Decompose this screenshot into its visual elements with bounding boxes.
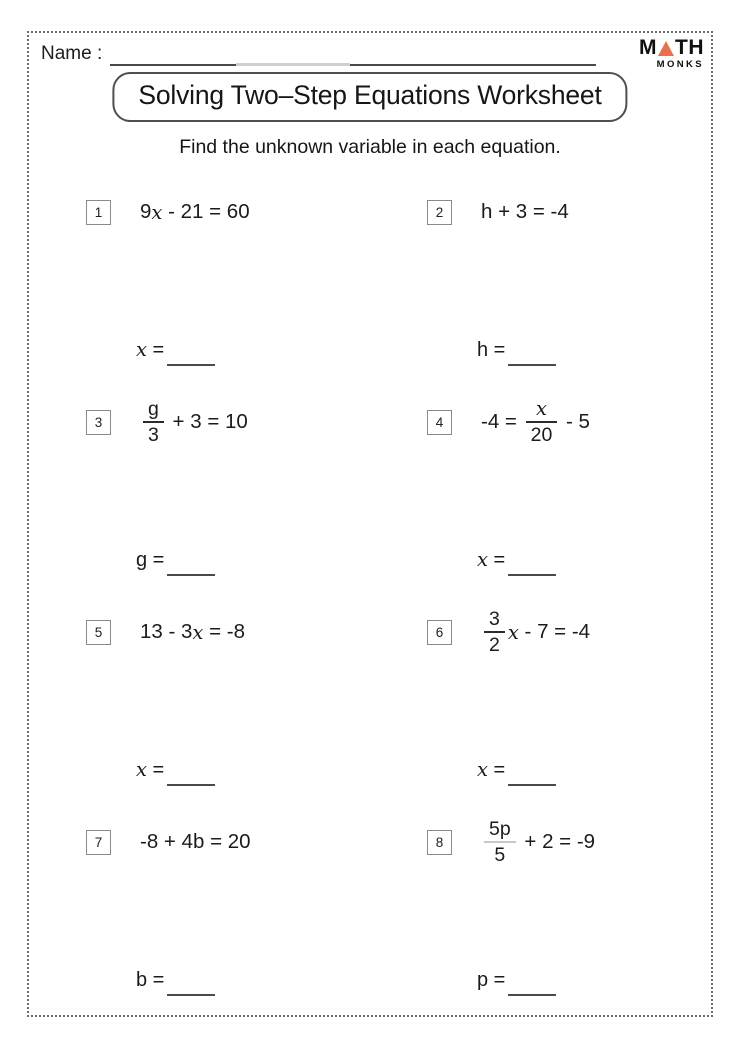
name-label: Name : [41, 43, 103, 64]
mathmonks-logo [639, 38, 704, 70]
problem-number-box: 2 [427, 200, 452, 225]
fraction-numerator: x [535, 396, 547, 420]
equation-expression [481, 819, 595, 866]
equation-expression [140, 399, 248, 446]
answer-row [136, 969, 370, 991]
equation-expression [481, 609, 590, 656]
equation-text: = -8 [203, 620, 246, 643]
answer-equals-sign: = [147, 759, 165, 781]
answer-blank-line[interactable] [167, 976, 215, 996]
logo-letters-th: TH [675, 36, 704, 59]
answer-row [136, 339, 370, 361]
name-input-line[interactable] [110, 42, 596, 66]
answer-blank-line[interactable] [167, 346, 215, 366]
equation-expression [140, 830, 251, 854]
problem-cell-1 [29, 179, 370, 389]
worksheet-title: Solving Two–Step Equations Worksheet [138, 80, 602, 110]
equation-row [86, 809, 370, 875]
equation-row [427, 389, 711, 455]
logo-monks-text: MONKS [656, 59, 704, 70]
answer-blank-line[interactable] [167, 556, 215, 576]
answer-variable: x [477, 758, 488, 781]
problem-cell-6 [370, 599, 711, 809]
answer-blank-line[interactable] [508, 346, 556, 366]
equation-text: h + 3 = -4 [481, 200, 569, 223]
answer-equals-sign: = [488, 969, 506, 991]
problems-grid [29, 179, 711, 1019]
answer-row [477, 969, 711, 991]
equation-row [86, 389, 370, 455]
answer-variable: x [136, 758, 147, 781]
equation-row [86, 179, 370, 245]
answer-row [136, 759, 370, 781]
answer-variable: g [136, 549, 148, 571]
answer-blank-line[interactable] [508, 976, 556, 996]
answer-row [136, 549, 370, 571]
problem-number-box: 6 [427, 620, 452, 645]
equation-variable: x [151, 200, 163, 224]
fraction [484, 819, 516, 866]
fraction-numerator: g [148, 397, 159, 420]
answer-blank-line[interactable] [508, 556, 556, 576]
equation-text: -4 = [481, 410, 523, 433]
answer-equals-sign: = [488, 759, 506, 781]
fraction [526, 396, 558, 446]
equation-expression [481, 396, 590, 446]
fraction [484, 609, 505, 656]
equation-expression [140, 200, 250, 224]
answer-variable: p [477, 969, 489, 991]
answer-row [477, 549, 711, 571]
equation-text: -8 + 4b = 20 [140, 830, 251, 853]
fraction [143, 399, 164, 446]
answer-blank-line[interactable] [167, 766, 215, 786]
logo-wordmark [639, 38, 704, 58]
answer-variable: b [136, 969, 148, 991]
answer-equals-sign: = [147, 549, 165, 571]
worksheet-page [27, 31, 713, 1017]
answer-equals-sign: = [147, 339, 165, 361]
fraction-numerator: 5p [489, 817, 511, 840]
problem-cell-3 [29, 389, 370, 599]
equation-variable: x [507, 620, 519, 644]
equation-expression [481, 200, 569, 224]
problem-number-box: 4 [427, 410, 452, 435]
worksheet-title-box [112, 72, 627, 122]
problem-number-box: 3 [86, 410, 111, 435]
equation-expression [140, 620, 245, 644]
answer-blank-line[interactable] [508, 766, 556, 786]
equation-row [427, 599, 711, 665]
equation-text: 13 - 3 [140, 620, 193, 643]
logo-triangle-icon [658, 41, 674, 56]
problem-cell-8 [370, 809, 711, 1019]
name-line-gray-segment [236, 63, 350, 66]
problem-cell-2 [370, 179, 711, 389]
fraction-denominator: 20 [530, 424, 553, 446]
answer-row [477, 339, 711, 361]
answer-row [477, 759, 711, 781]
answer-equals-sign: = [147, 969, 165, 991]
problem-number-box: 5 [86, 620, 111, 645]
problem-number-box: 8 [427, 830, 452, 855]
name-row [41, 42, 596, 66]
problem-number-box: 7 [86, 830, 111, 855]
problem-cell-7 [29, 809, 370, 1019]
problem-cell-4 [370, 389, 711, 599]
answer-variable: h [477, 339, 489, 361]
fraction-denominator: 5 [494, 844, 506, 866]
equation-text: + 2 = -9 [518, 830, 596, 853]
fraction-numerator: 3 [489, 607, 500, 630]
equation-text: - 5 [560, 410, 590, 433]
answer-equals-sign: = [488, 549, 506, 571]
answer-variable: x [477, 548, 488, 571]
worksheet-instructions: Find the unknown variable in each equation. [179, 136, 561, 158]
equation-text: + 3 = 10 [166, 410, 248, 433]
logo-letter-m: M [639, 36, 657, 59]
equation-text: - 21 = 60 [162, 200, 250, 223]
equation-variable: x [192, 620, 204, 644]
equation-row [427, 179, 711, 245]
fraction-denominator: 2 [489, 634, 500, 656]
equation-text: - 7 = -4 [518, 620, 591, 643]
equation-row [86, 599, 370, 665]
answer-equals-sign: = [488, 339, 506, 361]
problem-cell-5 [29, 599, 370, 809]
fraction-denominator: 3 [148, 424, 159, 446]
problem-number-box: 1 [86, 200, 111, 225]
answer-variable: x [136, 338, 147, 361]
equation-row [427, 809, 711, 875]
equation-text: 9 [140, 200, 152, 223]
